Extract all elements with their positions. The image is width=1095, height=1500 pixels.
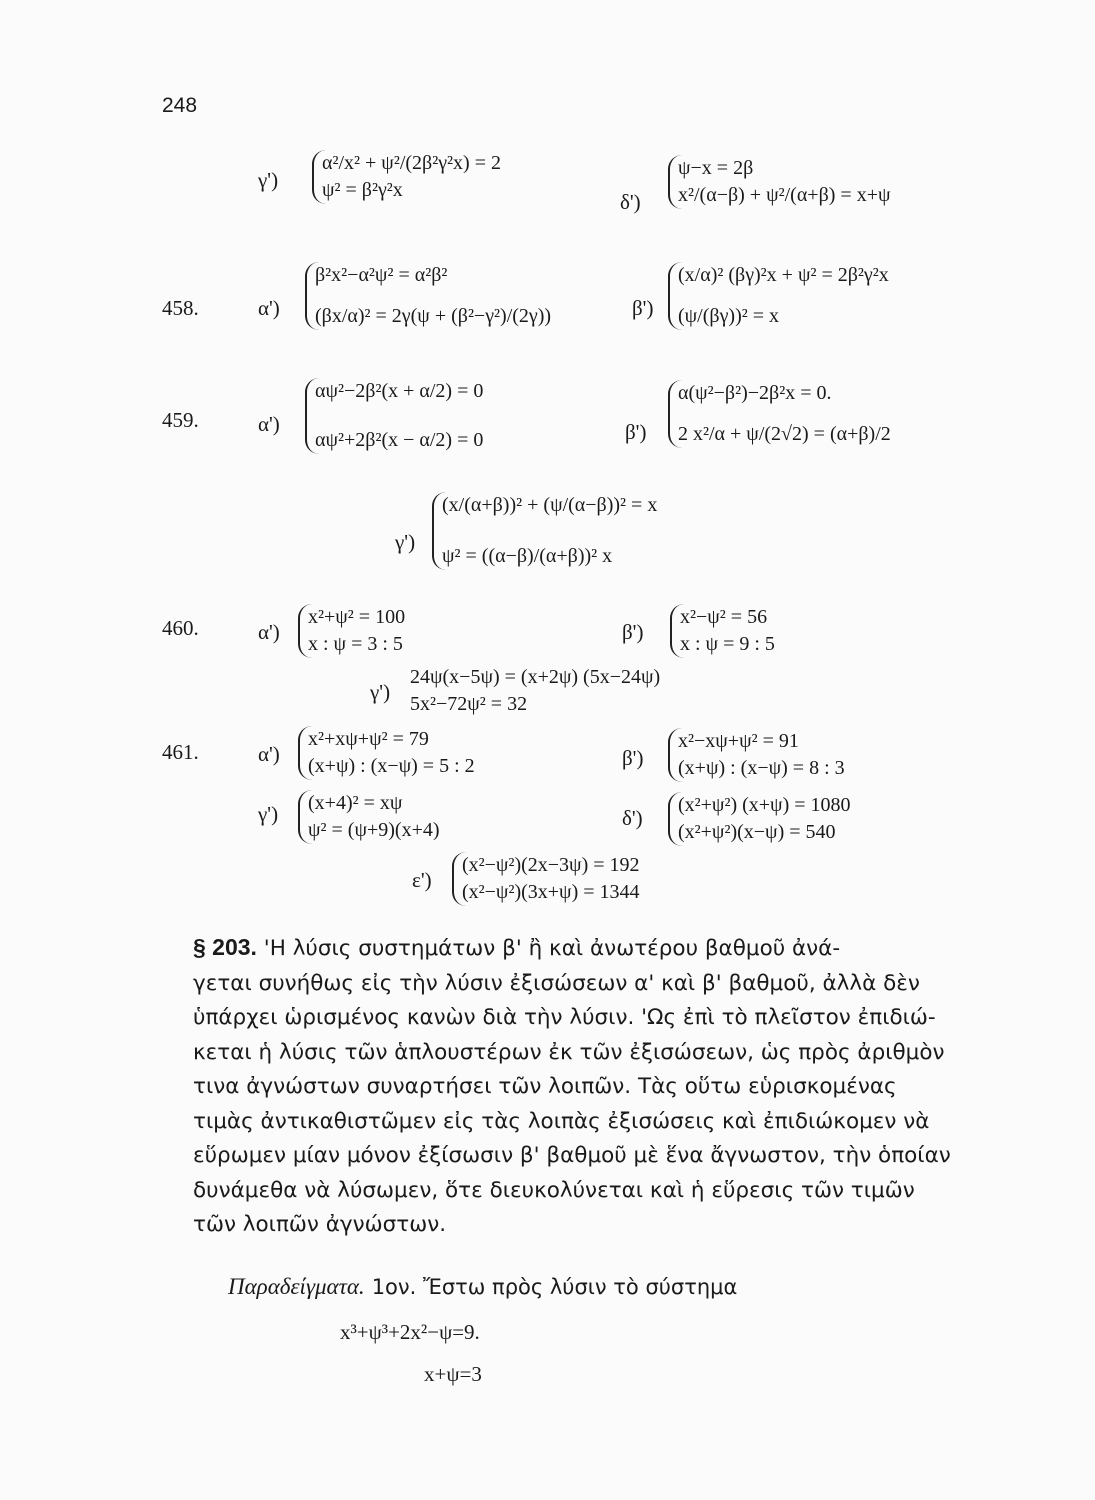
paragraph-line: κεται ἡ λύσις τῶν ἁπλουστέρων ἐκ τῶν ἐξισώσεων, ὡς πρὸς ἀριθμὸν [193,1039,945,1065]
system-label: β') [632,296,654,320]
equation: (x²−ψ²)(3x+ψ) = 1344 [462,881,640,903]
paragraph-line: τινα ἀγνώστων συναρτήσει τῶν λοιπῶν. Τὰς οὕτω εὑρισκομένας [193,1074,897,1099]
example-equation-2: x+ψ=3 [424,1362,482,1386]
exercise-number: 460. [162,616,199,640]
equation-system [312,150,501,204]
equation-system [668,380,891,448]
equation: (x+ψ) : (x−ψ) = 5 : 2 [308,755,475,777]
equation: (x²−ψ²)(2x−3ψ) = 192 [462,854,640,876]
equation: α(ψ²−β²)−2β²x = 0. [678,382,832,404]
equation: x²−ψ² = 56 [680,606,768,628]
section-heading: § 203. [193,934,257,960]
equation: β²x²−α²ψ² = α²β² [315,264,448,286]
examples-intro: 1ον. Ἔστω πρὸς λύσιν τὸ σύστημα [371,1275,738,1299]
section-203 [193,930,953,1243]
equation: α²/x² + ψ²/(2β²γ²x) = 2 [322,152,501,174]
system-label: γ') [258,168,279,192]
equation-system [668,728,845,782]
exercise-number: 458. [162,296,199,320]
paragraph-line: τῶν λοιπῶν ἀγνώστων. [193,1212,447,1237]
equation-system [410,664,660,718]
page-number: 248 [162,94,198,117]
equation: x : ψ = 9 : 5 [680,633,775,655]
equation: αψ²−2β²(x + α/2) = 0 [315,380,484,402]
equation: ψ² = (ψ+9)(x+4) [308,819,440,841]
equation: ψ² = β²γ²x [322,179,403,201]
system-label: γ') [370,680,391,704]
system-label: α') [258,296,280,320]
system-label: β') [622,620,644,644]
equation: (x²+ψ²)(x−ψ) = 540 [678,821,836,843]
equation-system [668,792,851,846]
equation-system [305,262,551,330]
equation: x²+ψ² = 100 [308,606,406,628]
system-label: α') [258,742,280,766]
equation: (βx/α)² = 2γ(ψ + (β²−γ²)/(2γ)) [315,305,552,327]
equation: x²+xψ+ψ² = 79 [308,728,429,750]
equation-system [298,604,405,658]
equation-system [305,378,483,454]
equation: 5x²−72ψ² = 32 [410,693,528,715]
system-label: γ') [395,530,416,554]
system-label: α') [258,620,280,644]
paragraph-line: ὑπάρχει ὡρισμένος κανὼν διὰ τὴν λύσιν. 'Ως ἐπὶ τὸ πλεῖστον ἐπιδιώ- [193,1005,936,1030]
equation: (ψ/(βγ))² = x [678,305,780,327]
system-label: β') [622,746,644,770]
equation: (x/α)² (βγ)²x + ψ² = 2β²γ²x [678,264,889,286]
equation: 24ψ(x−5ψ) = (x+2ψ) (5x−24ψ) [410,666,661,688]
equation: ψ² = ((α−β)/(α+β))² x [442,545,613,567]
equation: (x+4)² = xψ [308,792,403,814]
paragraph-line: γεται συνήθως εἰς τὴν λύσιν ἐξισώσεων α' καὶ β' βαθμοῦ, ἀλλὰ δὲν [193,970,920,996]
equation-system [668,262,889,330]
equation: ψ−x = 2β [678,157,754,179]
system-label: δ') [622,806,643,830]
exercise-number: 461. [162,740,199,764]
equation: (x+ψ) : (x−ψ) = 8 : 3 [678,757,845,779]
equation-system [668,155,891,209]
equation: (x²+ψ²) (x+ψ) = 1080 [678,794,851,816]
equation-system [452,852,640,906]
system-label: β') [625,420,647,444]
equation: x²−xψ+ψ² = 91 [678,730,799,752]
equation: x : ψ = 3 : 5 [308,633,403,655]
paragraph-line [193,930,953,967]
system-label: α') [258,412,280,436]
paragraph-line: τιμὰς ἀντικαθιστῶμεν εἰς τὰς λοιπὰς ἐξισώσεις καὶ ἐπιδιώκομεν νὰ [193,1108,930,1134]
example-equation-1: x³+ψ³+2x²−ψ=9. [340,1320,480,1344]
paragraph-line: εὕρωμεν μίαν μόνον ἐξίσωσιν β' βαθμοῦ μὲ ἕνα ἄγνωστον, τὴν ὁποίαν [193,1143,951,1168]
paragraph-line: δυνάμεθα νὰ λύσωμεν, ὅτε διευκολύνεται καὶ ἡ εὕρεσις τῶν τιμῶν [193,1177,915,1203]
equation-system [670,604,775,658]
examples-line [228,1274,737,1300]
system-label: ε') [412,868,432,892]
equation: 2 x²/α + ψ/(2√2) = (α+β)/2 [678,423,891,445]
equation-system [298,726,475,780]
equation-system [432,492,657,570]
equation: x²/(α−β) + ψ²/(α+β) = x+ψ [678,184,891,206]
equation: αψ²+2β²(x − α/2) = 0 [315,429,484,451]
system-label: δ') [620,190,641,214]
examples-label: Παραδείγματα. [228,1274,365,1299]
equation-system [298,790,440,844]
equation: (x/(α+β))² + (ψ/(α−β))² = x [442,494,658,516]
paragraph-text: 'Η λύσις συστημάτων β' ἢ καὶ ἀνωτέρου βαθμοῦ ἀνά- [263,936,841,961]
system-label: γ') [258,802,279,826]
exercise-number: 459. [162,408,199,432]
